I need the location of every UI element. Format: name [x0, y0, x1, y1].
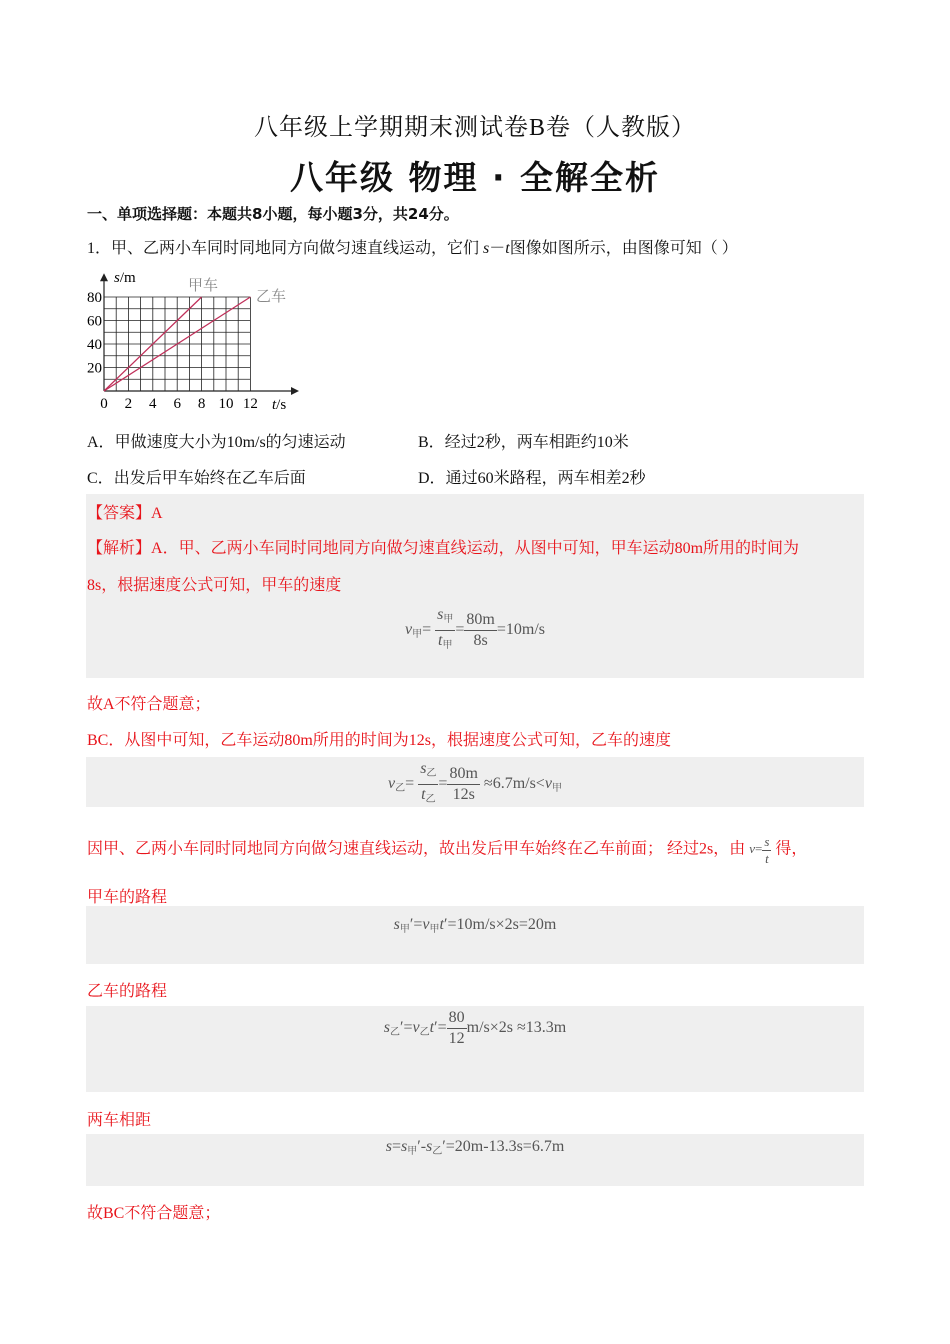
formula-s-jia: $s_甲'=v_甲t'=10m/s\times 2s=20m$ — [393, 916, 557, 935]
conclusion-a: 故A不符合题意； — [87, 696, 211, 713]
jia-path-label: 甲车的路程 — [87, 889, 168, 906]
distance-label: 两车相距 — [87, 1112, 152, 1129]
question-number: 1． — [87, 240, 112, 257]
y-tick-label: 40 — [87, 337, 102, 353]
y-tick-label: 20 — [87, 360, 102, 377]
x-tick-label: 0 — [100, 396, 108, 412]
y-tick-label: 80 — [87, 290, 102, 306]
formula-v-jia: $v_甲=$ $\frac{s_甲}{t_甲}$ = $\frac{80m}{8s}$ =10m/s — [405, 606, 545, 651]
t-var: t — [505, 240, 510, 257]
option-a: A．甲做速度大小为10m/s的匀速运动 — [87, 434, 346, 451]
x-tick-label: 10 — [218, 396, 234, 412]
option-d: D．通过60米路程，两车相差2秒 — [418, 470, 646, 487]
formula-v-yi: $v_乙=$ $\frac{s_乙}{t_乙}$ = $\frac{80m}{12s}$ $\approx 6.7m/s<v_甲$ — [388, 760, 562, 805]
question-text-before: 甲、乙两小车同时同地同方向做匀速直线运动，它们 — [111, 240, 480, 257]
formula-block-s-jia — [86, 906, 864, 964]
x-tick-label: 8 — [197, 396, 206, 412]
yi-path-label: 乙车的路程 — [87, 983, 168, 1000]
y-axis-label: s/m — [114, 270, 136, 286]
conclusion-bc: 故BC不符合题意； — [87, 1205, 221, 1222]
paper-title: 八年级上学期期末测试卷B卷（人教版） — [253, 115, 696, 141]
x-tick-label: 6 — [173, 396, 181, 412]
subject-title: 八年级 物理 · 全解全析 — [289, 158, 660, 197]
dash: － — [489, 240, 506, 257]
analysis-line1: 【解析】A．甲、乙两小车同时同地同方向做匀速直线运动，从图中可知，甲车运动80m所用的时间为 — [87, 540, 800, 557]
section-heading: 一、单项选择题：本题共8小题，每小题3分，共24分。 — [87, 205, 459, 223]
question-stem — [87, 235, 738, 258]
y-tick-label: 60 — [87, 313, 102, 330]
st-graph — [80, 266, 310, 416]
y-axis-arrow — [100, 273, 108, 281]
x-tick-label: 2 — [124, 396, 133, 412]
formula-s-yi: $s_乙'=v_乙t'=$ $\frac{80}{12}$ m/s×2s ≈13.3m — [383, 1009, 567, 1047]
series-label-jia: 甲车 — [188, 278, 219, 294]
option-c: C．出发后甲车始终在乙车后面 — [87, 470, 306, 487]
bc-analysis: BC．从图中可知，乙车运动80m所用的时间为12s，根据速度公式可知，乙车的速度 — [87, 732, 672, 749]
answer-line: 【答案】A — [87, 505, 163, 522]
para3: 因甲、乙两小车同时同地同方向做匀速直线运动，故出发后甲车始终在乙车前面； 经过2s，由 v= $\frac{s}{t}$ 得， — [87, 834, 808, 866]
series-label-yi: 乙车 — [256, 289, 287, 305]
x-axis-arrow — [291, 387, 299, 395]
x-tick-label: 12 — [242, 396, 258, 412]
formula-distance: $s=s_甲'-s_乙'=20m-13.3s=6.7m$ — [385, 1138, 565, 1157]
question-text-after: 图像如图所示，由图像可知（ ） — [509, 240, 738, 257]
x-axis-label: t/s — [272, 397, 287, 413]
analysis-line2: 8s，根据速度公式可知，甲车的速度 — [87, 577, 342, 594]
x-tick-label: 4 — [149, 396, 157, 412]
option-b: B．经过2秒，两车相距约10米 — [418, 434, 629, 451]
s-var: s — [483, 240, 490, 257]
